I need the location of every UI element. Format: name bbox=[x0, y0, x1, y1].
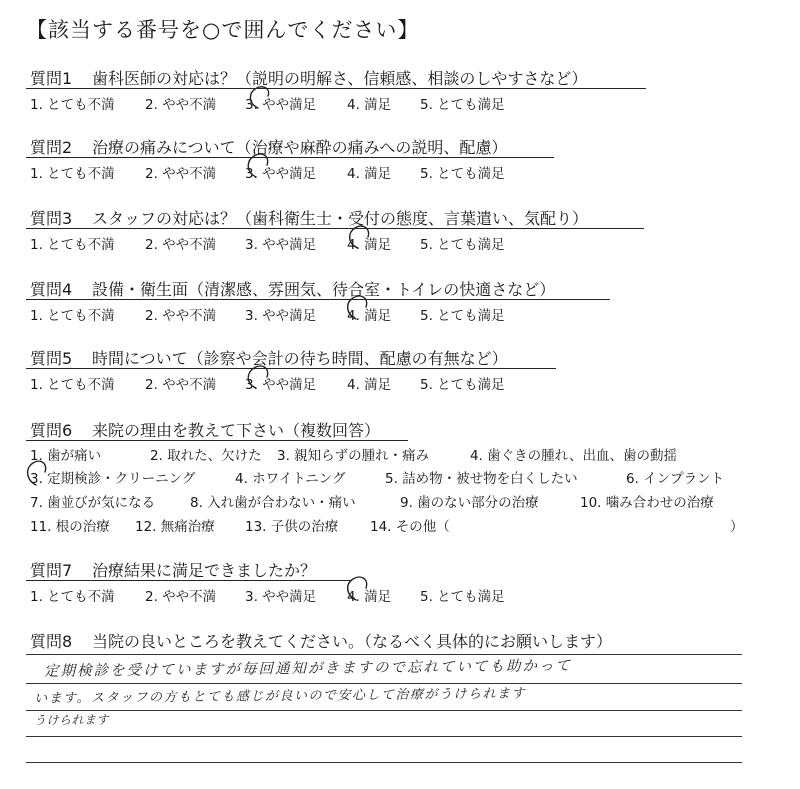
question-5-text: 時間について（診察や会計の待ち時間、配慮の有無など） bbox=[92, 349, 508, 368]
q5-selection-circle bbox=[248, 366, 267, 388]
q2-option-1[interactable]: 1. とても不満 bbox=[30, 166, 115, 182]
q1-selection-circle bbox=[250, 87, 268, 108]
question-2-text: 治療の痛みについて（治療や麻酔の痛みへの説明、配慮） bbox=[92, 138, 508, 157]
q6-selection-circle bbox=[28, 461, 46, 485]
q3-selection-circle bbox=[350, 226, 369, 248]
q5-option-5[interactable]: 5. とても満足 bbox=[420, 377, 505, 393]
q7-option-1[interactable]: 1. とても不満 bbox=[30, 589, 115, 605]
q6-reason-2[interactable]: 2. 取れた、欠けた bbox=[150, 448, 262, 464]
question-7-number: 質問7 bbox=[30, 561, 73, 580]
q4-option-3[interactable]: 3. やや満足 bbox=[245, 308, 317, 324]
q4-option-1[interactable]: 1. とても不満 bbox=[30, 308, 115, 324]
q2-selection-circle bbox=[248, 154, 267, 177]
question-1-text: 歯科医師の対応は？（説明の明解さ、信頼感、相談のしやすさなど） bbox=[92, 69, 588, 88]
question-3-text: スタッフの対応は？（歯科衛生士・受付の態度、言葉遣い、気配り） bbox=[92, 209, 589, 228]
q6-reason-16[interactable]: 14. その他（ bbox=[370, 519, 450, 535]
q6-reason-15[interactable]: 13. 子供の治療 bbox=[245, 519, 339, 535]
q7-option-2[interactable]: 2. やや不満 bbox=[145, 589, 217, 605]
q7-option-5[interactable]: 5. とても満足 bbox=[420, 589, 505, 605]
q7-selection-circle bbox=[348, 577, 367, 600]
q3-option-5[interactable]: 5. とても満足 bbox=[420, 237, 505, 253]
question-7-text: 治療結果に満足できましたか？ bbox=[92, 561, 317, 580]
q5-option-2[interactable]: 2. やや不満 bbox=[145, 377, 217, 393]
q6-reason-3[interactable]: 3. 親知らずの腫れ・痛み bbox=[277, 448, 430, 464]
q8-answer-line-1[interactable]: 定期検診を受けていますが毎回通知がきますので忘れていても助かって bbox=[43, 658, 573, 680]
q2-option-5[interactable]: 5. とても満足 bbox=[420, 166, 505, 182]
q6-other-close-paren: ） bbox=[730, 519, 744, 535]
question-2-number: 質問2 bbox=[30, 138, 73, 157]
q8-answer-line-2[interactable]: います。スタッフの方もとても感じが良いので安心して治療がうけられます bbox=[33, 686, 527, 707]
q1-option-1[interactable]: 1. とても不満 bbox=[30, 97, 115, 113]
q6-reason-4[interactable]: 4. 歯ぐきの腫れ、出血、歯の動揺 bbox=[470, 448, 677, 464]
q1-option-5[interactable]: 5. とても満足 bbox=[420, 97, 505, 113]
q1-option-4[interactable]: 4. 満足 bbox=[347, 97, 392, 113]
q6-reason-9[interactable]: 7. 歯並びが気になる bbox=[30, 495, 156, 511]
question-6-text: 来院の理由を教えて下さい（複数回答） bbox=[92, 421, 381, 440]
q8-answer-line-3[interactable]: うけられます bbox=[33, 712, 110, 728]
q4-option-2[interactable]: 2. やや不満 bbox=[145, 308, 217, 324]
q4-option-4[interactable]: 4. 満足 bbox=[347, 308, 392, 324]
q6-reason-11[interactable]: 9. 歯のない部分の治療 bbox=[400, 495, 539, 511]
q6-reason-6[interactable]: 4. ホワイトニング bbox=[235, 471, 346, 487]
question-8-text: 当院の良いところを教えてください。（なるべく具体的にお願いします） bbox=[92, 632, 613, 651]
q6-reason-8[interactable]: 6. インプラント bbox=[626, 471, 725, 487]
question-3-number: 質問3 bbox=[30, 209, 73, 228]
q7-option-4[interactable]: 4. 満足 bbox=[347, 589, 392, 605]
q2-option-4[interactable]: 4. 満足 bbox=[347, 166, 392, 182]
q2-option-3[interactable]: 3. やや満足 bbox=[245, 166, 317, 182]
q5-option-1[interactable]: 1. とても不満 bbox=[30, 377, 115, 393]
q4-selection-circle bbox=[348, 296, 367, 319]
q3-option-3[interactable]: 3. やや満足 bbox=[245, 237, 317, 253]
q2-option-2[interactable]: 2. やや不満 bbox=[145, 166, 217, 182]
q3-option-4[interactable]: 4. 満足 bbox=[347, 237, 392, 253]
page-title: 【該当する番号を○で囲んでください】 bbox=[26, 18, 420, 42]
q1-option-3[interactable]: 3. やや満足 bbox=[245, 97, 317, 113]
q6-reason-14[interactable]: 12. 無痛治療 bbox=[135, 519, 215, 535]
q6-reason-5[interactable]: 3. 定期検診・クリーニング bbox=[30, 471, 196, 487]
question-4-text: 設備・衛生面（清潔感、雰囲気、待合室・トイレの快適さなど） bbox=[92, 280, 556, 299]
q6-reason-7[interactable]: 5. 詰め物・被せ物を白くしたい bbox=[385, 471, 578, 487]
question-8-number: 質問8 bbox=[30, 632, 73, 651]
q6-reason-10[interactable]: 8. 入れ歯が合わない・痛い bbox=[190, 495, 356, 511]
q3-option-1[interactable]: 1. とても不満 bbox=[30, 237, 115, 253]
question-5-number: 質問5 bbox=[30, 349, 73, 368]
question-4-number: 質問4 bbox=[30, 280, 73, 299]
q5-option-4[interactable]: 4. 満足 bbox=[347, 377, 392, 393]
q5-option-3[interactable]: 3. やや満足 bbox=[245, 377, 317, 393]
q6-reason-13[interactable]: 11. 根の治療 bbox=[30, 519, 110, 535]
question-1-number: 質問1 bbox=[30, 69, 73, 88]
q6-reason-1[interactable]: 1. 歯が痛い bbox=[30, 448, 102, 464]
q6-reason-12[interactable]: 10. 噛み合わせの治療 bbox=[580, 495, 714, 511]
q7-option-3[interactable]: 3. やや満足 bbox=[245, 589, 317, 605]
q4-option-5[interactable]: 5. とても満足 bbox=[420, 308, 505, 324]
q3-option-2[interactable]: 2. やや不満 bbox=[145, 237, 217, 253]
q1-option-2[interactable]: 2. やや不満 bbox=[145, 97, 217, 113]
question-6-number: 質問6 bbox=[30, 421, 73, 440]
